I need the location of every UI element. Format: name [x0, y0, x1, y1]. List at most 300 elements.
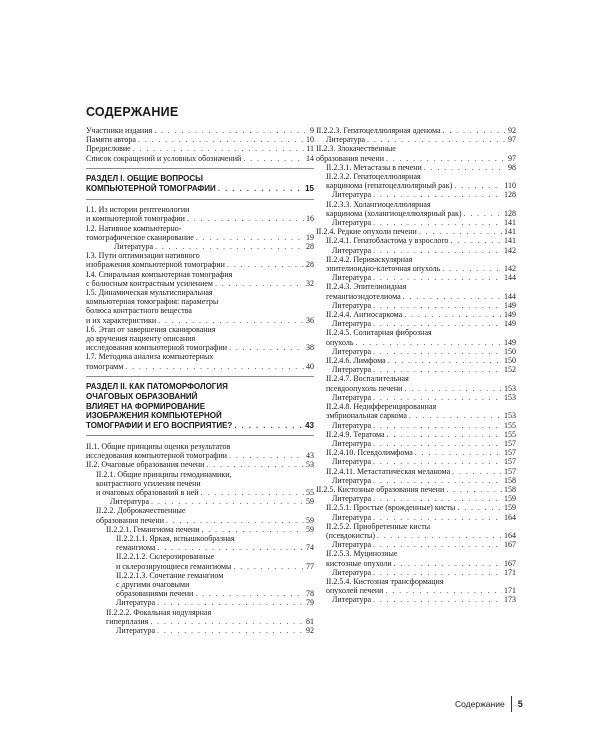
section-divider: [86, 376, 314, 377]
toc-entry[interactable]: [316, 595, 516, 604]
toc-entry-title: Литература: [332, 567, 372, 577]
toc-entry-text-line: I.7. Методика анализа компьютерных: [86, 352, 214, 362]
toc-page-number: 157: [504, 448, 516, 458]
toc-entry[interactable]: [316, 365, 516, 374]
toc-entry-title: (псевдокисты): [326, 530, 376, 540]
toc-entry-title: Литература: [332, 475, 372, 485]
dot-leader: [409, 411, 502, 420]
toc-entry[interactable]: [316, 421, 516, 430]
toc-entry[interactable]: [316, 513, 516, 522]
toc-entry[interactable]: [86, 552, 314, 570]
toc-page-number: 149: [504, 310, 516, 320]
toc-entry[interactable]: [316, 255, 516, 273]
toc-entry-text-line: II.2.3.2. Гепатоцеллюлярная: [326, 172, 421, 182]
dot-leader: [233, 562, 304, 571]
toc-entry[interactable]: [316, 485, 516, 494]
toc-entry[interactable]: [316, 522, 516, 540]
dot-leader: [377, 531, 502, 540]
toc-entry[interactable]: [86, 352, 314, 370]
section-divider: [86, 435, 314, 436]
toc-page-number: 98: [508, 162, 516, 172]
page-title: СОДЕРЖАНИЕ: [86, 105, 179, 119]
dot-leader: [234, 421, 303, 431]
toc-entry-title: гемангиоэндотелиома: [326, 291, 401, 301]
toc-entry[interactable]: [86, 525, 314, 534]
toc-entry-title: и их характеристики: [86, 315, 157, 325]
toc-page-number: 141: [504, 236, 516, 246]
toc-entry-title: Литература: [332, 319, 372, 329]
dot-leader: [394, 559, 502, 568]
dot-leader: [452, 467, 502, 476]
toc-entry-title: Литература: [332, 365, 372, 375]
toc-entry[interactable]: [316, 236, 516, 245]
toc-page-number: 28: [306, 242, 314, 251]
toc-entry-title: II.2.2.1. Гемангиома печени: [106, 524, 200, 534]
toc-entry[interactable]: [316, 126, 516, 135]
toc-entry-title: и компьютерной томографии: [86, 214, 185, 224]
toc-page-number: 74: [306, 543, 314, 553]
toc-page-number: 43: [305, 420, 314, 430]
toc-entry[interactable]: [316, 328, 516, 346]
toc-page-number: 40: [306, 361, 314, 371]
toc-page-number: 36: [306, 315, 314, 325]
dot-leader: [373, 457, 502, 466]
toc-entry-text-line: контрастного усиления печени: [96, 478, 201, 488]
dot-leader: [243, 154, 304, 163]
toc-column-right: [316, 126, 516, 605]
toc-page-number: 32: [306, 278, 314, 288]
dot-leader: [138, 135, 304, 144]
toc-page-number: 28: [306, 260, 314, 270]
toc-page-number: 153: [504, 411, 516, 421]
toc-entry[interactable]: [316, 227, 516, 236]
toc-page-number: 157: [504, 438, 516, 448]
toc-entry-title: II.2.4.9. Тератома: [326, 429, 385, 439]
toc-entry-text-line: I.4. Спиральная компьютерная томография: [86, 269, 233, 279]
toc-entry-title: II.2.5.1. Простые (врожденные) кисты: [326, 503, 456, 513]
toc-entry-text-line: ИЗОБРАЖЕНИЯ КОМПЬЮТЕРНОЙ: [86, 411, 222, 421]
toc-entry[interactable]: [316, 347, 516, 356]
dot-leader: [373, 347, 502, 356]
dot-leader: [419, 227, 502, 236]
dot-leader: [158, 543, 304, 552]
toc-entry-title: II.2.5. Кистозные образования печени: [316, 484, 445, 494]
toc-entry[interactable]: [86, 144, 314, 153]
toc-entry-title: Литература: [332, 540, 372, 550]
toc-entry[interactable]: [86, 598, 314, 607]
dot-leader: [195, 589, 304, 598]
toc-entry-text-line: II.2.4.3. Эпителиоидная: [326, 282, 407, 292]
toc-entry-text-line: II.2.5.4. Кистозная трансформация: [326, 576, 444, 586]
toc-entry-title: гиперплазия: [106, 616, 149, 626]
toc-entry-text-line: компьютерная томография: параметры: [86, 297, 219, 307]
toc-entry-title: II.2.4.6. Лимфома: [326, 356, 386, 366]
toc-page-number: 150: [504, 356, 516, 366]
footer-label: Содержание: [455, 699, 505, 709]
dot-leader: [386, 154, 506, 163]
toc-entry[interactable]: [316, 246, 516, 255]
page-footer: [455, 696, 523, 712]
dot-leader: [227, 260, 304, 269]
toc-entry-text-line: II.2.4.8. Недифференцированная: [326, 402, 437, 412]
toc-entry[interactable]: [86, 571, 314, 599]
dot-leader: [464, 209, 502, 218]
toc-entry[interactable]: [316, 310, 516, 319]
toc-entry[interactable]: [316, 319, 516, 328]
toc-entry[interactable]: [316, 467, 516, 476]
toc-page-number: 59: [306, 524, 314, 534]
dot-leader: [158, 316, 304, 325]
toc-entry-title: опухолей печени: [326, 586, 384, 596]
toc-entry-title: II.2.2.3. Гепатоцеллюлярная аденома: [316, 126, 441, 135]
toc-entry-title: Литература: [332, 392, 372, 402]
dot-leader: [155, 242, 304, 251]
toc-page-number: 149: [504, 300, 516, 310]
toc-entry-title: эпителиоидно-клеточная опухоль: [326, 264, 441, 274]
toc-entry[interactable]: [316, 549, 516, 567]
toc-entry[interactable]: [86, 608, 314, 626]
dot-leader: [404, 384, 502, 393]
toc-page-number: 59: [306, 497, 314, 507]
toc-entry[interactable]: [86, 270, 314, 288]
toc-entry-text-line: II.2.2.2. Фокальная нодулярная: [106, 607, 212, 617]
toc-entry-title: псевдоопухоль печени: [326, 383, 403, 393]
toc-entry-text-line: с другими очаговыми: [116, 580, 190, 590]
dot-leader: [388, 356, 502, 365]
toc-page-number: 16: [306, 214, 314, 224]
toc-entry-text-line: II.2.3.3. Холангиоцеллюлярная: [326, 199, 431, 209]
toc-entry-title: образованиями печени: [116, 589, 194, 599]
toc-entry[interactable]: [316, 144, 516, 162]
dot-leader: [187, 214, 304, 223]
toc-entry-title: ТОМОГРАФИИ И ЕГО ВОСПРИЯТИЕ?: [86, 420, 233, 430]
toc-entry-title: II.2.4.4. Ангиосаркома: [326, 310, 403, 320]
toc-page-number: 92: [306, 626, 314, 636]
toc-entry[interactable]: [316, 568, 516, 577]
dot-leader: [373, 540, 502, 549]
toc-entry-title: II.2.4.10. Псевдолимфома: [326, 448, 413, 458]
toc-entry-text-line: II.2.4.2. Периваскулярная: [326, 254, 413, 264]
toc-page-number: 173: [504, 595, 516, 605]
toc-entry[interactable]: [86, 442, 314, 460]
toc-page-number: 59: [306, 515, 314, 525]
dot-leader: [404, 310, 502, 319]
toc-page-number: 38: [306, 343, 314, 353]
toc-entry-text-line: ВЛИЯЕТ НА ФОРМИРОВАНИЕ: [86, 401, 206, 411]
toc-page-number: 167: [504, 540, 516, 550]
toc-entry[interactable]: [316, 577, 516, 595]
toc-entry-title: Литература: [332, 245, 372, 255]
toc-entry-title: карцинома (холангиоцеллюлярный рак): [326, 208, 462, 218]
toc-entry[interactable]: [316, 135, 516, 144]
toc-entry[interactable]: [316, 439, 516, 448]
dot-leader: [373, 365, 502, 374]
dot-leader: [373, 476, 502, 485]
toc-page-number: 81: [306, 616, 314, 626]
toc-column-left: [86, 126, 314, 635]
dot-leader: [201, 488, 304, 497]
toc-entry-title: II.2.4.11. Метастатическая меланома: [326, 466, 451, 476]
toc-entry-title: Литература: [116, 626, 156, 636]
toc-entry-title: кистозные опухоли: [326, 558, 392, 568]
dot-leader: [133, 144, 305, 153]
toc-entry-title: с болюсным контрастным усилением: [86, 278, 213, 288]
toc-page-number: 144: [504, 291, 516, 301]
toc-entry-text-line: ОЧАГОВЫХ ОБРАЗОВАНИЙ: [86, 392, 198, 402]
toc-entry[interactable]: [316, 540, 516, 549]
toc-page-number: 149: [504, 319, 516, 329]
toc-entry-text-line: I.6. Этап от завершения сканирования: [86, 324, 216, 334]
toc-entry-title: Литература: [116, 598, 156, 608]
toc-entry[interactable]: [316, 448, 516, 457]
toc-entry-title: Литература: [332, 190, 372, 200]
toc-page-number: 158: [504, 475, 516, 485]
toc-entry-title: Литература: [332, 494, 372, 504]
toc-entry-title: исследования компьютерной томографии: [86, 343, 228, 353]
toc-entry[interactable]: [316, 163, 516, 172]
toc-section-heading[interactable]: [86, 382, 314, 430]
toc-entry-title: Литература: [114, 242, 154, 251]
toc-entry[interactable]: [86, 242, 314, 251]
dot-leader: [154, 126, 308, 135]
toc-entry[interactable]: [86, 154, 314, 163]
toc-page-number: 159: [504, 494, 516, 504]
dot-leader: [450, 236, 502, 245]
toc-page-number: 53: [306, 460, 314, 470]
dot-leader: [373, 421, 502, 430]
toc-section-heading[interactable]: [86, 174, 314, 193]
toc-entry[interactable]: [86, 325, 314, 353]
toc-entry[interactable]: [86, 224, 314, 242]
toc-page-number: 155: [504, 429, 516, 439]
toc-entry-text-line: I.3. Пути оптимизации нативного: [86, 251, 200, 261]
toc-entry-text-line: II.2.3. Злокачественные: [316, 144, 396, 154]
toc-entry-text-line: II.2.5.2. Приобретенные кисты: [326, 521, 431, 531]
section-divider: [86, 168, 314, 169]
toc-entry-text-line: II.2.4.5. Солитарная фиброзная: [326, 328, 432, 338]
toc-entry-title: образования печени: [96, 515, 164, 525]
toc-entry-title: Литература: [332, 438, 372, 448]
toc-page-number: 14: [306, 153, 314, 163]
toc-entry-title: Литература: [332, 457, 372, 467]
dot-leader: [373, 218, 502, 227]
dot-leader: [151, 497, 304, 506]
toc-page-number: 11: [306, 144, 314, 154]
toc-page-number: 15: [305, 184, 314, 193]
toc-entry-title: Литература: [332, 595, 372, 605]
toc-page-number: 157: [504, 457, 516, 467]
toc-page-number: 164: [504, 512, 516, 522]
footer-divider: [511, 696, 512, 712]
toc-page-number: 77: [306, 561, 314, 571]
toc-entry-text-line: РАЗДЕЛ II. КАК ПАТОМОРФОЛОГИЯ: [86, 382, 228, 392]
toc-entry[interactable]: [86, 135, 314, 144]
toc-page-number: 43: [306, 451, 314, 461]
toc-entry[interactable]: [316, 494, 516, 503]
toc-page-number: 158: [504, 484, 516, 494]
toc-entry-title: гемангиома: [116, 543, 156, 553]
section-divider: [86, 199, 314, 200]
dot-leader: [125, 362, 304, 371]
toc-entry-title: Предисловие: [86, 144, 131, 154]
toc-page-number: 10: [306, 135, 314, 145]
toc-entry[interactable]: [316, 282, 516, 300]
toc-entry-text-line: I.1. Из истории рентгенологии: [86, 205, 190, 215]
toc-page-number: 128: [504, 208, 516, 218]
toc-entry[interactable]: [86, 251, 314, 269]
toc-entry[interactable]: [316, 393, 516, 402]
toc-entry-title: II.2.4.1. Гепатобластома у взрослого: [326, 236, 449, 246]
toc-page-number: 97: [508, 153, 516, 163]
toc-entry[interactable]: [86, 497, 314, 506]
toc-page-number: 19: [306, 232, 314, 242]
dot-leader: [373, 273, 502, 282]
toc-entry-title: Литература: [332, 218, 372, 228]
toc-page-number: 152: [504, 365, 516, 375]
toc-entry-title: II.2. Очаговые образования печени: [86, 460, 205, 470]
dot-leader: [157, 598, 304, 607]
toc-entry-text-line: II.2.2.1.3. Сочетание гемангиом: [116, 570, 224, 580]
toc-entry-text-line: до вручения пациенту описания: [86, 334, 196, 344]
toc-entry-title: томографическое сканирование: [86, 232, 194, 242]
toc-page-number: 92: [508, 126, 516, 135]
toc-entry-title: Памяти автора: [86, 135, 136, 145]
toc-entry[interactable]: [316, 190, 516, 199]
toc-entry-title: Литература: [332, 273, 372, 283]
toc-entry-title: томограмм: [86, 361, 124, 371]
toc-page-number: 144: [504, 273, 516, 283]
toc-entry[interactable]: [316, 172, 516, 190]
toc-entry[interactable]: [86, 470, 314, 498]
toc-entry-text-line: II.2.2. Доброкачественные: [96, 506, 186, 516]
toc-entry-title: карцинома (гепатоцеллюлярный рак): [326, 181, 453, 191]
toc-entry-text-line: II.2.2.1.1. Яркая, вспышкообразная: [116, 534, 235, 544]
dot-leader: [206, 460, 304, 469]
toc-entry-title: и склерозирующиеся гемангиомы: [116, 561, 232, 571]
toc-entry-title: Литература: [110, 497, 150, 507]
toc-page-number: 159: [504, 503, 516, 513]
dot-leader: [373, 494, 502, 503]
toc-page-number: 153: [504, 392, 516, 402]
toc-entry-title: исследования компьютерной томографии: [86, 451, 228, 461]
dot-leader: [385, 586, 502, 595]
toc-entry-title: II.2.3.1. Метастазы в печени: [326, 162, 422, 172]
toc-page-number: 153: [504, 383, 516, 393]
dot-leader: [373, 439, 502, 448]
toc-entry[interactable]: [86, 460, 314, 469]
toc-entry-title: II.2.4. Редкие опухоли печени: [316, 227, 417, 237]
dot-leader: [446, 485, 502, 494]
toc-entry-title: опухоль: [326, 337, 354, 347]
toc-page-number: 141: [504, 227, 516, 237]
dot-leader: [442, 264, 502, 273]
toc-entry-text-line: I.2. Нативное компьютерно-: [86, 223, 182, 233]
toc-entry[interactable]: [86, 205, 314, 223]
dot-leader: [443, 126, 506, 135]
toc-entry[interactable]: [86, 506, 314, 524]
toc-entry[interactable]: [316, 374, 516, 392]
toc-page-number: 155: [504, 420, 516, 430]
toc-page-number: 167: [504, 558, 516, 568]
dot-leader: [229, 451, 304, 460]
dot-leader: [356, 338, 502, 347]
toc-entry-title: КОМПЬЮТЕРНОЙ ТОМОГРАФИИ: [86, 184, 216, 193]
toc-entry-text-line: РАЗДЕЛ I. ОБЩИЕ ВОПРОСЫ: [86, 174, 204, 184]
dot-leader: [367, 135, 506, 144]
toc-page-number: 150: [504, 346, 516, 356]
dot-leader: [201, 525, 304, 534]
toc-entry[interactable]: [316, 503, 516, 512]
toc-page-number: 55: [306, 488, 314, 498]
toc-entry-text-line: II.2.4.7. Воспалительная: [326, 374, 409, 384]
dot-leader: [373, 513, 502, 522]
dot-leader: [373, 246, 502, 255]
dot-leader: [196, 233, 304, 242]
toc-entry-text-line: II.2.2.1.2. Склерозированные: [116, 552, 215, 562]
toc-entry[interactable]: [86, 288, 314, 325]
dot-leader: [373, 393, 502, 402]
dot-leader: [215, 279, 304, 288]
toc-entry-title: Литература: [326, 135, 366, 145]
dot-leader: [373, 595, 502, 604]
toc-entry[interactable]: [316, 356, 516, 365]
toc-entry[interactable]: [86, 534, 314, 552]
toc-page-number: 141: [504, 218, 516, 228]
toc-entry-text-line: I.5. Динамическая мультиспиральная: [86, 288, 213, 298]
dot-leader: [229, 343, 304, 352]
dot-leader: [373, 568, 502, 577]
dot-leader: [454, 181, 502, 190]
dot-leader: [218, 184, 303, 194]
toc-entry-title: изображения компьютерной томографии: [86, 260, 225, 270]
toc-entry-title: и очаговых образований в ней: [96, 488, 199, 498]
toc-entry[interactable]: [316, 273, 516, 282]
toc-page-number: 79: [306, 598, 314, 608]
toc-page-number: 128: [504, 190, 516, 200]
toc-page-number: 142: [504, 245, 516, 255]
toc-entry[interactable]: [316, 476, 516, 485]
toc-entry[interactable]: [316, 457, 516, 466]
toc-entry-title: Литература: [332, 300, 372, 310]
toc-entry-text-line: болюса контрастного вещества: [86, 306, 192, 316]
toc-entry-text-line: II.2.5.3. Муцинозные: [326, 549, 398, 559]
toc-entry[interactable]: [86, 126, 314, 135]
toc-page-number: 149: [504, 337, 516, 347]
toc-page-number: 157: [504, 466, 516, 476]
toc-page-number: 110: [504, 181, 516, 191]
toc-entry[interactable]: [316, 402, 516, 420]
toc-page-number: 171: [504, 567, 516, 577]
dot-leader: [424, 163, 506, 172]
toc-entry-text-line: II.2.1. Общие принципы гемодинамики,: [96, 469, 232, 479]
toc-entry[interactable]: [316, 200, 516, 218]
toc-entry-title: Участники издания: [86, 126, 153, 135]
toc-entry-title: Список сокращений и условных обозначений: [86, 153, 242, 163]
toc-page-number: 164: [504, 530, 516, 540]
toc-entry[interactable]: [316, 430, 516, 439]
toc-entry-title: Литература: [332, 346, 372, 356]
dot-leader: [157, 626, 304, 635]
dot-leader: [457, 503, 502, 512]
toc-entry[interactable]: [316, 301, 516, 310]
toc-entry[interactable]: [86, 626, 314, 635]
toc-entry-title: Литература: [332, 420, 372, 430]
toc-entry[interactable]: [316, 218, 516, 227]
toc-page-number: 78: [306, 589, 314, 599]
dot-leader: [150, 617, 304, 626]
toc-entry-title: Литература: [332, 512, 372, 522]
dot-leader: [373, 301, 502, 310]
